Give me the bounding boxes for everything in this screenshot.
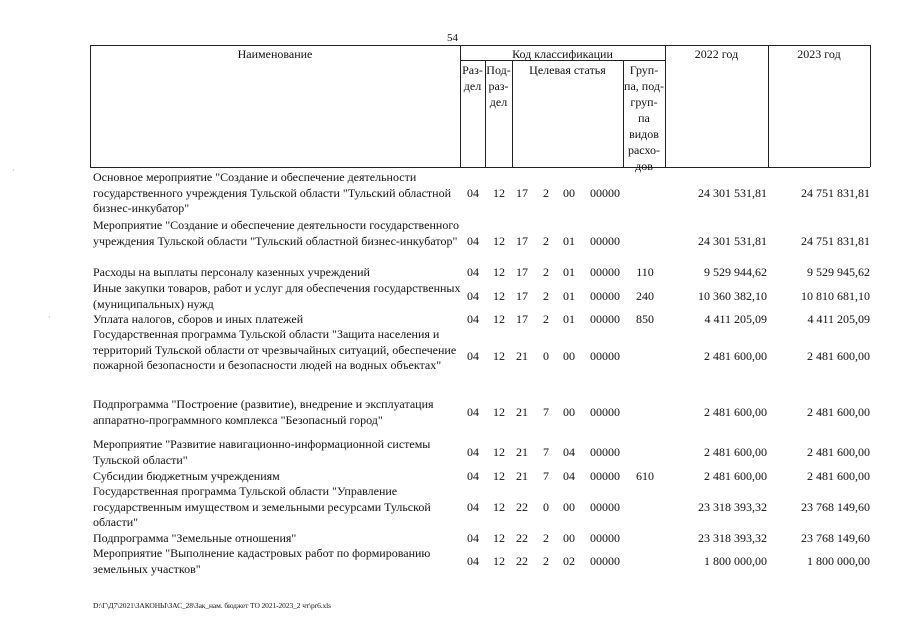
cell-t3: 01: [563, 312, 575, 326]
cell-t1: 17: [516, 234, 528, 248]
cell-gruppa: 850: [636, 312, 654, 326]
header-tselevaya: Целевая статья: [529, 63, 606, 77]
cell-razdel: 04: [467, 312, 479, 326]
cell-t4: 00000: [590, 349, 620, 363]
cell-razdel: 04: [467, 531, 479, 545]
row-name: Государственная программа Тульской области "Защита населения и территорий Тульской области от чрезвычайных ситуаций, обеспечение пожарной безопасности и безопасности людей на водных объектах": [93, 327, 457, 372]
cell-t2: 7: [543, 405, 549, 419]
cell-2022: 23 318 393,32: [698, 500, 767, 514]
cell-t3: 00: [563, 349, 575, 363]
cell-2022: 10 360 382,10: [698, 289, 767, 303]
cell-2023: 2 481 600,00: [807, 405, 870, 419]
cell-t3: 00: [563, 500, 575, 514]
cell-t4: 00000: [590, 312, 620, 326]
cell-t3: 01: [563, 265, 575, 279]
cell-gruppa: 240: [636, 289, 654, 303]
row-name: Подпрограмма "Построение (развитие), внедрение и эксплуатация аппаратно-программного комплекса "Безопасный город": [93, 397, 434, 427]
cell-podrazdel: 12: [493, 445, 505, 459]
cell-podrazdel: 12: [493, 531, 505, 545]
cell-razdel: 04: [467, 186, 479, 200]
cell-t4: 00000: [590, 265, 620, 279]
row-name: Мероприятие "Создание и обеспечение деятельности государственного учреждения Тульской области "Тульский областной бизнес-инкубатор": [93, 218, 459, 248]
header-gruppa: Груп- па, под- груп- па видов расхо- дов: [624, 63, 664, 173]
header-2022: 2022 год: [694, 47, 739, 61]
cell-t2: 2: [543, 289, 549, 303]
cell-podrazdel: 12: [493, 265, 505, 279]
cell-razdel: 04: [467, 500, 479, 514]
cell-podrazdel: 12: [493, 289, 505, 303]
cell-2023: 23 768 149,60: [801, 500, 870, 514]
cell-t1: 21: [516, 405, 528, 419]
cell-podrazdel: 12: [493, 500, 505, 514]
cell-2022: 24 301 531,81: [698, 186, 767, 200]
cell-t1: 21: [516, 469, 528, 483]
cell-t2: 2: [543, 265, 549, 279]
cell-t2: 0: [543, 349, 549, 363]
cell-t2: 2: [543, 234, 549, 248]
cell-t1: 21: [516, 445, 528, 459]
cell-t1: 22: [516, 554, 528, 568]
col-line: [768, 45, 769, 167]
cell-razdel: 04: [467, 289, 479, 303]
cell-t4: 00000: [590, 405, 620, 419]
cell-t1: 22: [516, 531, 528, 545]
cell-razdel: 04: [467, 445, 479, 459]
cell-razdel: 04: [467, 469, 479, 483]
cell-2023: 2 481 600,00: [807, 349, 870, 363]
row-name: Субсидии бюджетным учреждениям: [93, 469, 280, 483]
cell-t1: 17: [516, 289, 528, 303]
scan-mark: ·: [12, 166, 15, 175]
row-name: Уплата налогов, сборов и иных платежей: [93, 312, 304, 326]
cell-t4: 00000: [590, 531, 620, 545]
cell-t3: 00: [563, 531, 575, 545]
col-line: [870, 45, 871, 167]
cell-2023: 1 800 000,00: [807, 554, 870, 568]
cell-podrazdel: 12: [493, 349, 505, 363]
cell-t2: 2: [543, 312, 549, 326]
cell-gruppa: 610: [636, 469, 654, 483]
cell-t1: 17: [516, 186, 528, 200]
row-name: Государственная программа Тульской области "Управление государственным имуществом и земельными ресурсами Тульской области": [93, 484, 431, 529]
cell-razdel: 04: [467, 265, 479, 279]
col-line: [90, 45, 91, 167]
row-name: Подпрограмма "Земельные отношения": [93, 531, 297, 545]
cell-t3: 00: [563, 186, 575, 200]
header-kod: Код классификации: [512, 47, 613, 61]
scan-mark: ·: [48, 313, 51, 322]
cell-razdel: 04: [467, 349, 479, 363]
cell-t4: 00000: [590, 445, 620, 459]
cell-2022: 2 481 600,00: [704, 405, 767, 419]
cell-t1: 21: [516, 349, 528, 363]
cell-t2: 7: [543, 445, 549, 459]
row-name: Основное мероприятие "Создание и обеспечение деятельности государственного учреждения Тульской области "Тульский областной бизнес-инкубатор": [93, 170, 452, 215]
cell-2022: 1 800 000,00: [704, 554, 767, 568]
cell-t1: 17: [516, 265, 528, 279]
header-podrazdel: Под- раз- дел: [486, 63, 511, 109]
header-2023: 2023 год: [797, 47, 841, 61]
cell-t4: 00000: [590, 500, 620, 514]
row-name: Мероприятие "Развитие навигационно-информационной системы Тульской области": [93, 437, 431, 467]
cell-t1: 22: [516, 500, 528, 514]
cell-t2: 0: [543, 500, 549, 514]
cell-2022: 2 481 600,00: [704, 349, 767, 363]
cell-t3: 02: [563, 554, 575, 568]
row-name: Иные закупки товаров, работ и услуг для обеспечения государственных (муниципальных) нужд: [93, 281, 461, 311]
cell-t4: 00000: [590, 554, 620, 568]
cell-t4: 00000: [590, 469, 620, 483]
page-number: 54: [447, 32, 458, 44]
cell-2023: 4 411 205,09: [807, 312, 870, 326]
cell-t3: 04: [563, 469, 575, 483]
cell-2023: 10 810 681,10: [801, 289, 870, 303]
cell-t2: 7: [543, 469, 549, 483]
cell-2022: 9 529 944,62: [704, 265, 767, 279]
cell-podrazdel: 12: [493, 405, 505, 419]
cell-razdel: 04: [467, 405, 479, 419]
cell-razdel: 04: [467, 554, 479, 568]
cell-t2: 2: [543, 554, 549, 568]
header-bottom-border: [90, 167, 870, 168]
cell-2023: 24 751 831,81: [801, 186, 870, 200]
cell-podrazdel: 12: [493, 312, 505, 326]
cell-t4: 00000: [590, 234, 620, 248]
footer-file-path: D:\Г\Д7\2021\ЗАКОНЫ\ЗАС_28\Зак_нам. бюджет ТО 2021-2023_2 чт\pr6.xls: [93, 601, 331, 610]
cell-2023: 24 751 831,81: [801, 234, 870, 248]
col-line: [665, 45, 666, 167]
cell-2022: 2 481 600,00: [704, 469, 767, 483]
cell-gruppa: 110: [636, 265, 654, 279]
cell-t4: 00000: [590, 289, 620, 303]
cell-t2: 2: [543, 186, 549, 200]
cell-t1: 17: [516, 312, 528, 326]
cell-t2: 2: [543, 531, 549, 545]
cell-2022: 23 318 393,32: [698, 531, 767, 545]
cell-t3: 04: [563, 445, 575, 459]
cell-podrazdel: 12: [493, 554, 505, 568]
cell-t3: 01: [563, 289, 575, 303]
header-name: Наименование: [237, 47, 313, 61]
cell-t3: 01: [563, 234, 575, 248]
cell-2022: 2 481 600,00: [704, 445, 767, 459]
cell-2023: 2 481 600,00: [807, 469, 870, 483]
cell-t4: 00000: [590, 186, 620, 200]
cell-podrazdel: 12: [493, 469, 505, 483]
cell-podrazdel: 12: [493, 186, 505, 200]
row-name: Расходы на выплаты персоналу казенных учреждений: [93, 265, 370, 279]
cell-2022: 24 301 531,81: [698, 234, 767, 248]
cell-2023: 9 529 945,62: [807, 265, 870, 279]
header-razdel: Раз- дел: [462, 63, 483, 93]
row-name: Мероприятие "Выполнение кадастровых работ по формированию земельных участков": [93, 546, 431, 576]
cell-2023: 2 481 600,00: [807, 445, 870, 459]
cell-t3: 00: [563, 405, 575, 419]
cell-podrazdel: 12: [493, 234, 505, 248]
cell-2022: 4 411 205,09: [704, 312, 767, 326]
cell-razdel: 04: [467, 234, 479, 248]
cell-2023: 23 768 149,60: [801, 531, 870, 545]
